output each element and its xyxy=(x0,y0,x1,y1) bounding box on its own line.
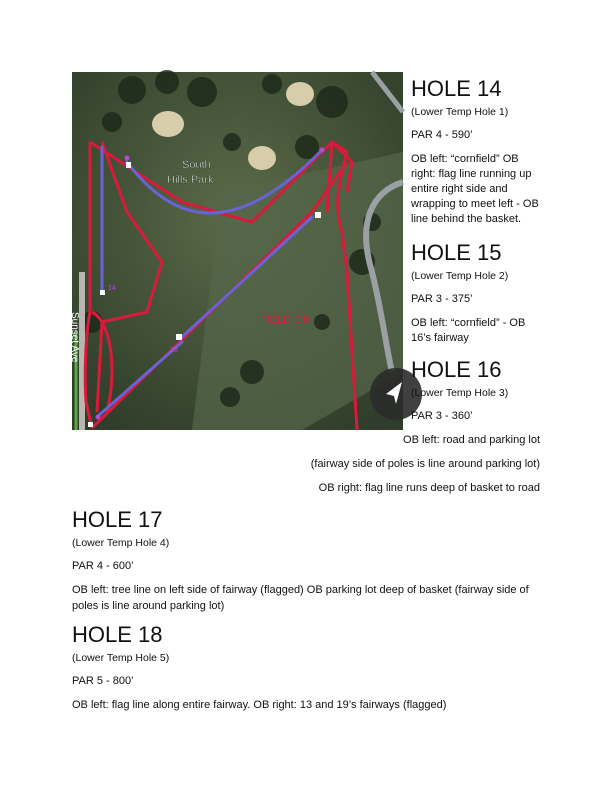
hole-14-par: PAR 4 - 590’ xyxy=(411,129,473,141)
hole-14-section xyxy=(411,76,546,227)
hole-18-par: PAR 5 - 800’ xyxy=(72,675,134,687)
hole-16-subtitle: (Lower Temp Hole 3) xyxy=(411,387,509,399)
hole-16-par: PAR 3 - 360’ xyxy=(411,410,473,422)
course-map xyxy=(69,72,403,430)
road-label: Sunset Ave xyxy=(69,312,80,363)
hole-15-par: PAR 3 - 375’ xyxy=(411,293,473,305)
field-ob-label: FIELD OB xyxy=(260,314,311,326)
hole-15-title: HOLE 15 xyxy=(411,240,502,265)
hole-15-subtitle: (Lower Temp Hole 2) xyxy=(411,270,509,282)
hole-16-title: HOLE 16 xyxy=(411,357,502,382)
hole-15-section xyxy=(411,240,546,346)
hole-marker-14: 14 xyxy=(108,285,116,292)
park-label-line1: South xyxy=(182,159,211,171)
hole-17-section xyxy=(72,507,542,614)
hole-14-subtitle: (Lower Temp Hole 1) xyxy=(411,106,509,118)
hole-16-detail-1: OB left: road and parking lot xyxy=(403,434,540,446)
hole-18-subtitle: (Lower Temp Hole 5) xyxy=(72,652,170,664)
hole-17-details: OB left: tree line on left side of fairway (flagged) OB parking lot deep of basket (fairway side of poles is line around parking lot) xyxy=(72,584,529,612)
hole-18-details: OB left: flag line along entire fairway. OB right: 13 and 19’s fairways (flagged) xyxy=(72,699,447,711)
hole-16-section xyxy=(411,357,546,423)
hole-17-par: PAR 4 - 600’ xyxy=(72,560,134,572)
hole-17-title: HOLE 17 xyxy=(72,507,163,532)
hole-14-title: HOLE 14 xyxy=(411,76,502,101)
hole-18-section xyxy=(72,622,542,713)
park-label-line2: Hills Park xyxy=(167,174,214,186)
hole-16-detail-2: (fairway side of poles is line around parking lot) xyxy=(310,458,540,470)
hole-marker-15: 15 xyxy=(170,347,178,354)
hole-16-detail-3: OB right: flag line runs deep of basket to road xyxy=(318,482,540,494)
hole-18-title: HOLE 18 xyxy=(72,622,163,647)
hole-15-details: OB left: “cornfield” - OB 16’s fairway xyxy=(411,317,526,344)
hole-17-subtitle: (Lower Temp Hole 4) xyxy=(72,537,170,549)
hole-14-details: OB left: “cornfield” OB right: flag line running up entire right side and wrapping to meet left - OB line behind the basket. xyxy=(411,153,539,225)
